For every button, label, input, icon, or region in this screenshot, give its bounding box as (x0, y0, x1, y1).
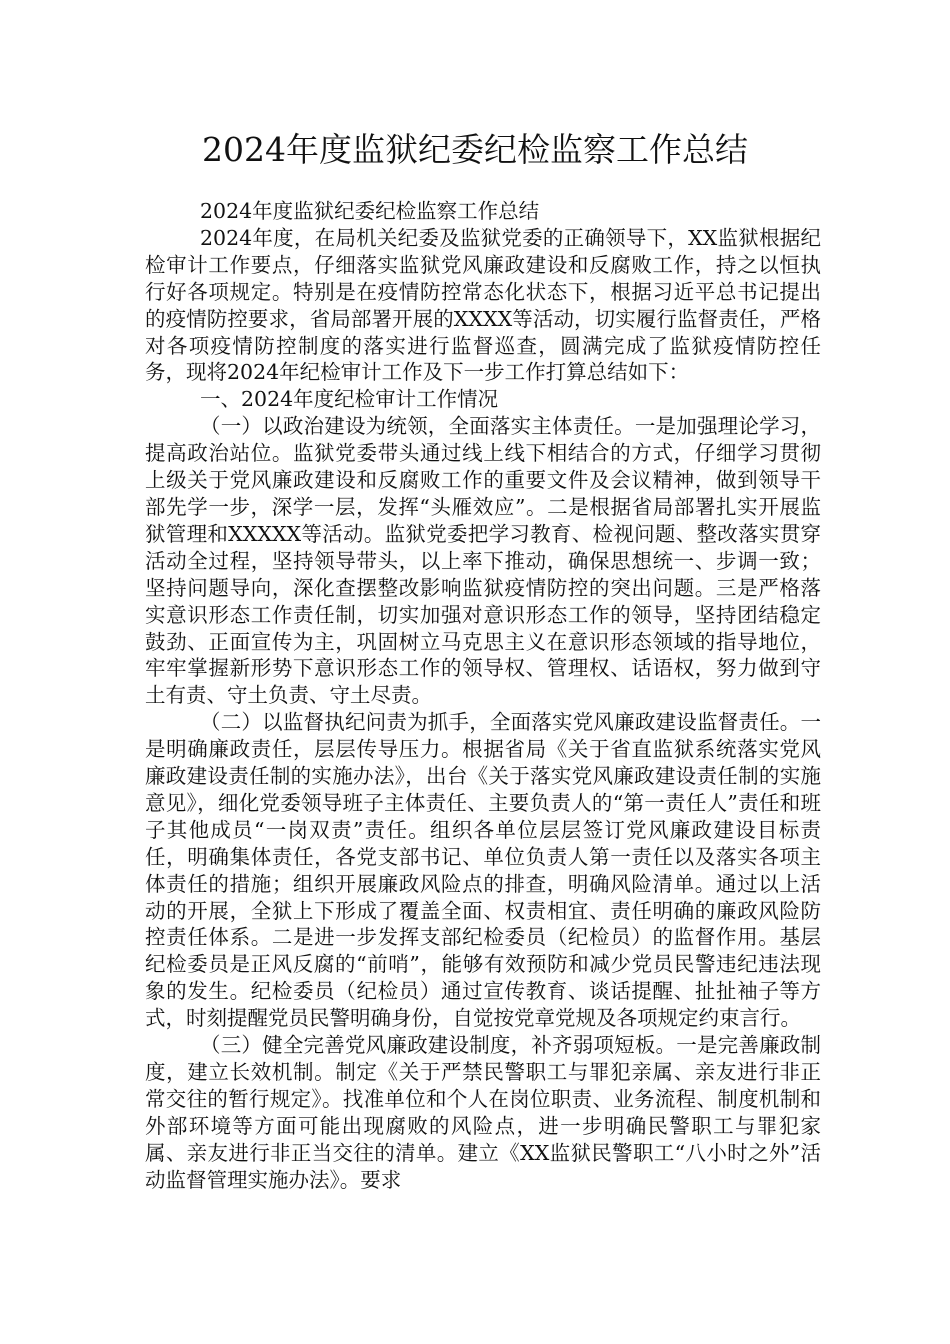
paragraph-section-1-2: （二）以监督执纪问责为抓手，全面落实党风廉政建设监督责任。一是明确廉政责任，层层传导压力。根据省局《关于省直监狱系统落实党风廉政建设责任制的实施办法》，出台《关于落实党风廉政建设责任制的实施意见》，细化党委领导班子主体责任、主要负责人的“第一责任人”责任和班子其他成员“一岗双责”责任。组织各单位层层签订党风廉政建设目标责任，明确集体责任，各党支部书记、单位负责人第一责任以及落实各项主体责任的措施；组织开展廉政风险点的排查，明确风险清单。通过以上活动的开展，全狱上下形成了覆盖全面、权责相宜、责任明确的廉政风险防控责任体系。二是进一步发挥支部纪检委员（纪检员）的监督作用。基层纪检委员是正风反腐的“前哨”，能够有效预防和减少党员民警违纪违法现象的发生。纪检委员（纪检员）通过宣传教育、谈话提醒、扯扯袖子等方式，时刻提醒党员民警明确身份，自觉按党章党规及各项规定约束言行。 (145, 710, 821, 1031)
paragraph-section-1-1: （一）以政治建设为统领，全面落实主体责任。一是加强理论学习，提高政治站位。监狱党委带头通过线上线下相结合的方式，仔细学习贯彻上级关于党风廉政建设和反腐败工作的重要文件及会议精神，做到领导干部先学一步，深学一层，发挥“头雁效应”。二是根据省局部署扎实开展监狱管理和XXXXX等活动。监狱党委把学习教育、检视问题、整改落实贯穿活动全过程，坚持领导带头，以上率下推动，确保思想统一、步调一致；坚持问题导向，深化查摆整改影响监狱疫情防控的突出问题。三是严格落实意识形态工作责任制，切实加强对意识形态工作的领导，坚持团结稳定鼓劲、正面宣传为主，巩固树立马克思主义在意识形态领域的指导地位，牢牢掌握新形势下意识形态工作的领导权、管理权、话语权，努力做到守土有责、守土负责、守土尽责。 (145, 414, 821, 708)
section-heading-1: 一、2024年度纪检审计工作情况 (200, 387, 499, 412)
paragraph-section-1-3: （三）健全完善党风廉政建设制度，补齐弱项短板。一是完善廉政制度，建立长效机制。制定《关于严禁民警职工与罪犯亲属、亲友进行非正常交往的暂行规定》。找准单位和个人在岗位职责、业务流程、制度机制和外部环境等方面可能出现腐败的风险点，进一步明确民警职工与罪犯家属、亲友进行非正当交往的清单。建立《XX监狱民警职工“八小时之外”活动监督管理实施办法》。要求 (145, 1033, 821, 1192)
document-subtitle: 2024年度监狱纪委纪检监察工作总结 (200, 199, 540, 223)
document-title: 2024年度监狱纪委纪检监察工作总结 (202, 130, 748, 169)
paragraph-intro: 2024年度，在局机关纪委及监狱党委的正确领导下，XX监狱根据纪检审计工作要点，仔细落实监狱党风廉政建设和反腐败工作，持之以恒执行好各项规定。特别是在疫情防控常态化状态下，根据习近平总书记提出的疫情防控要求，省局部署开展的XXXX等活动，切实履行监督责任，严格对各项疫情防控制度的落实进行监督巡查，圆满完成了监狱疫情防控任务，现将2024年纪检审计工作及下一步工作打算总结如下： (145, 225, 821, 385)
document-body (145, 198, 821, 1194)
